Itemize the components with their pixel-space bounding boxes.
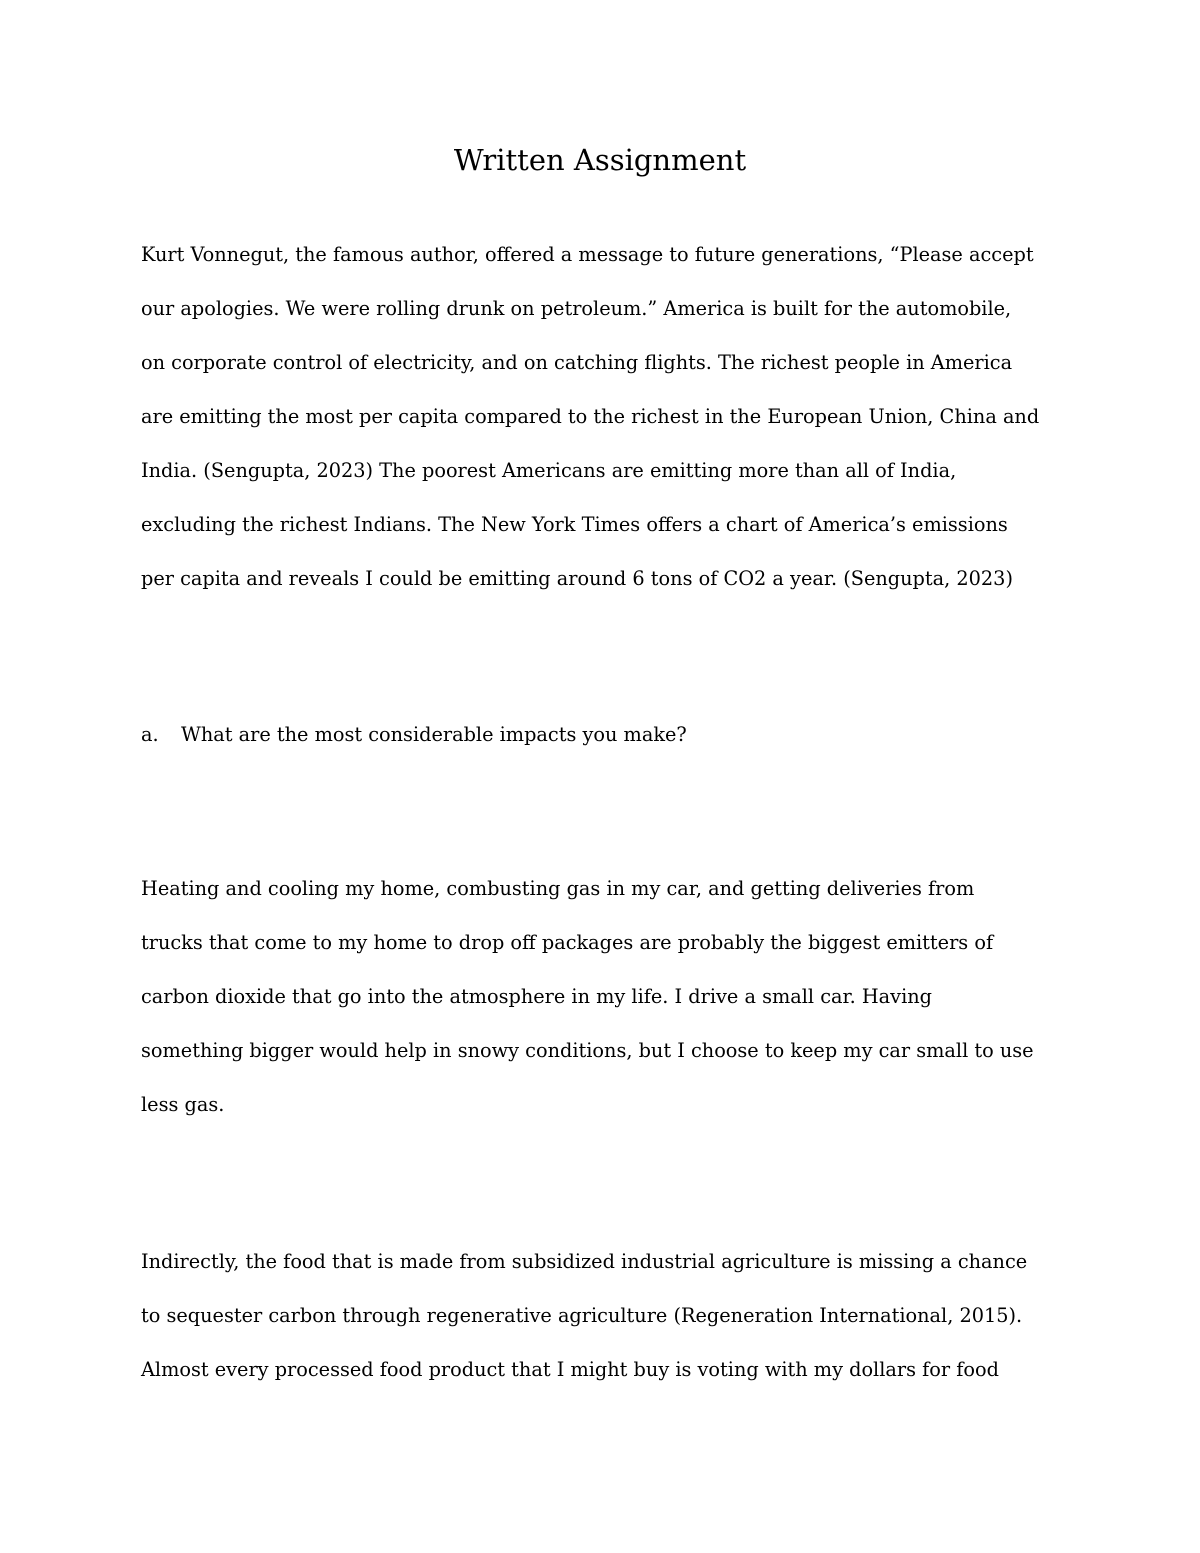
text-line: Kurt Vonnegut, the famous author, offered a message to future generations, “Please accept xyxy=(141,243,1034,266)
text-line: per capita and reveals I could be emitting around 6 tons of CO2 a year. (Sengupta, 2023) xyxy=(141,567,1013,590)
text-line: our apologies. We were rolling drunk on petroleum.” America is built for the automobile, xyxy=(141,297,1012,320)
text-line: Heating and cooling my home, combusting gas in my car, and getting deliveries from xyxy=(141,877,975,900)
text-line: India. (Sengupta, 2023) The poorest Americans are emitting more than all of India, xyxy=(141,459,957,482)
paragraph-intro xyxy=(141,228,1081,606)
text-line: carbon dioxide that go into the atmosphere in my life. I drive a small car. Having xyxy=(141,985,933,1008)
question-a xyxy=(141,708,687,762)
text-line: less gas. xyxy=(141,1093,225,1116)
document-title: Written Assignment xyxy=(453,143,747,177)
text-line: are emitting the most per capita compared to the richest in the European Union, China and xyxy=(141,405,1040,428)
question-text: What are the most considerable impacts you make? xyxy=(181,723,687,746)
question-label: a. xyxy=(141,723,159,746)
paragraph-answer xyxy=(141,862,1081,1132)
text-line: on corporate control of electricity, and on catching flights. The richest people in America xyxy=(141,351,1013,374)
text-line: something bigger would help in snowy conditions, but I choose to keep my car small to use xyxy=(141,1039,1034,1062)
text-line: excluding the richest Indians. The New York Times offers a chart of America’s emissions xyxy=(141,513,1008,536)
text-line: Indirectly, the food that is made from subsidized industrial agriculture is missing a chance xyxy=(141,1250,1028,1273)
text-line: to sequester carbon through regenerative agriculture (Regeneration International, 2015). xyxy=(141,1304,1023,1327)
text-line: trucks that come to my home to drop off packages are probably the biggest emitters of xyxy=(141,931,994,954)
text-line: Almost every processed food product that I might buy is voting with my dollars for food xyxy=(141,1358,999,1381)
paragraph-agriculture xyxy=(141,1235,1081,1397)
